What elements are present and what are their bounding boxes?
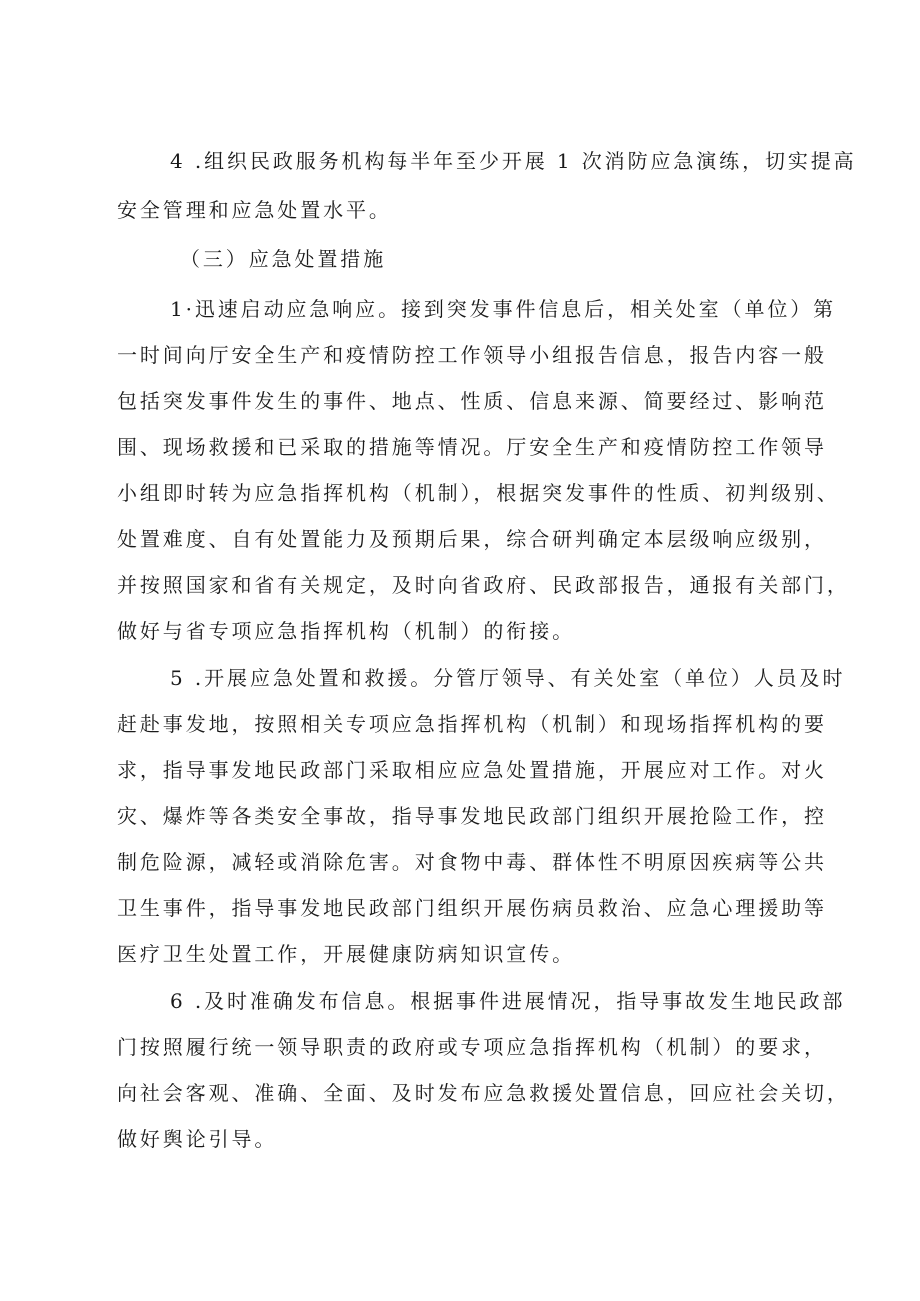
paragraph-item-5-line-2: 赶赴事发地，按照相关专项应急指挥机构（机制）和现场指挥机构的要: [117, 712, 827, 736]
paragraph-item-5-line-7: 医疗卫生处置工作，开展健康防病知识宣传。: [117, 942, 575, 966]
paragraph-item-5-line-4: 灾、爆炸等各类安全事故，指导事发地民政部门组织开展抢险工作，控: [117, 804, 827, 828]
paragraph-item-6-line-1: 6 .及时准确发布信息。根据事件进展情况，指导事故发生地民政部: [170, 989, 846, 1013]
paragraph-item-5-line-6: 卫生事件，指导事发地民政部门组织开展伤病员救治、应急心理援助等: [117, 896, 827, 920]
paragraph-item-1-line-4: 围、现场救援和已采取的措施等情况。厅安全生产和疫情防控工作领导: [117, 435, 827, 459]
paragraph-item-5-line-1: 5 .开展应急处置和救援。分管厅领导、有关处室（单位）人员及时: [170, 666, 846, 690]
paragraph-item-1-line-7: 并按照国家和省有关规定，及时向省政府、民政部报告，通报有关部门，: [117, 573, 850, 597]
paragraph-item-6-line-3: 向社会客观、准确、全面、及时发布应急救援处置信息，回应社会关切，: [117, 1081, 850, 1105]
paragraph-item-1-line-2: 一时间向厅安全生产和疫情防控工作领导小组报告信息，报告内容一般: [117, 343, 827, 367]
paragraph-item-1-line-6: 处置难度、自有处置能力及预期后果，综合研判确定本层级响应级别，: [117, 527, 827, 551]
paragraph-item-1-line-5: 小组即时转为应急指挥机构（机制），根据突发事件的性质、初判级别、: [117, 481, 840, 505]
paragraph-item-1-line-3: 包括突发事件发生的事件、地点、性质、信息来源、简要经过、影响范: [117, 389, 827, 413]
paragraph-item-1-line-1: 1·迅速启动应急响应。接到突发事件信息后，相关处室（单位）第: [170, 297, 837, 321]
paragraph-item-4-line-1: 4 .组织民政服务机构每半年至少开展 1 次消防应急演练，切实提高: [170, 149, 857, 173]
paragraph-item-6-line-2: 门按照履行统一领导职责的政府或专项应急指挥机构（机制）的要求，: [117, 1035, 827, 1059]
paragraph-item-4-line-2: 安全管理和应急处置水平。: [117, 198, 392, 222]
paragraph-item-1-line-8: 做好与省专项应急指挥机构（机制）的衔接。: [117, 619, 575, 643]
paragraph-item-6-line-4: 做好舆论引导。: [117, 1127, 278, 1151]
section-heading: （三）应急处置措施: [180, 247, 387, 271]
paragraph-item-5-line-3: 求，指导事发地民政部门采取相应应急处置措施，开展应对工作。对火: [117, 758, 827, 782]
paragraph-item-5-line-5: 制危险源，减轻或消除危害。对食物中毒、群体性不明原因疾病等公共: [117, 850, 827, 874]
